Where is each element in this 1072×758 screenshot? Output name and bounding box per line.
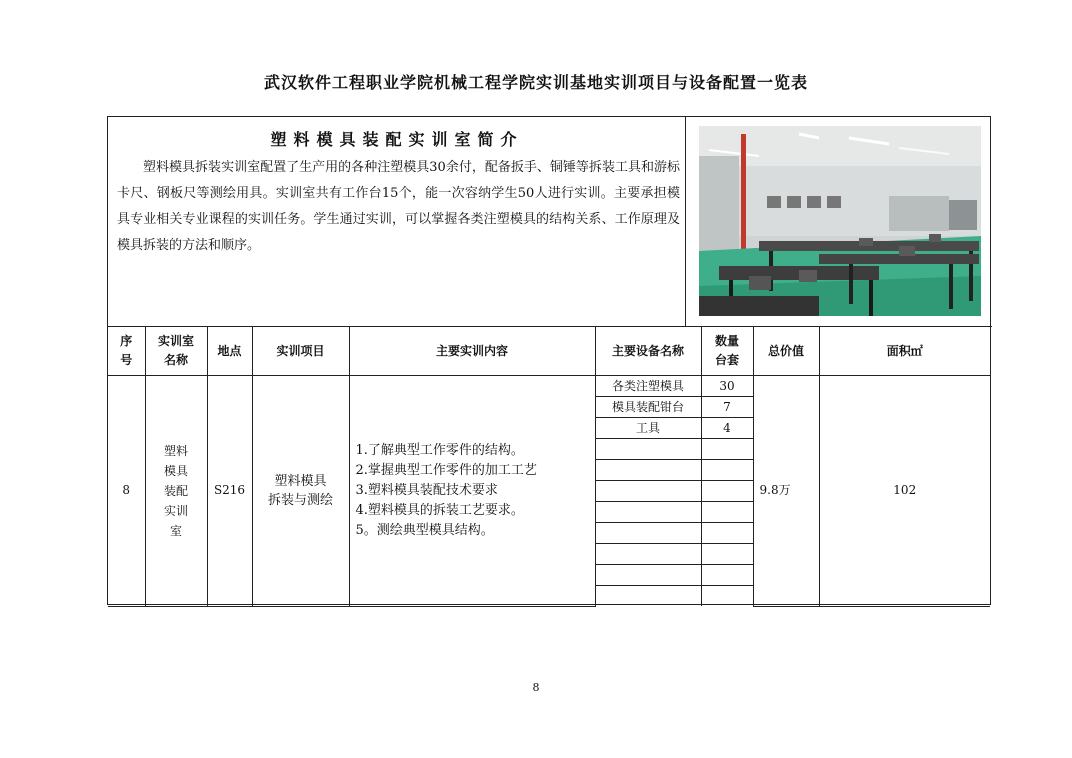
- row-project: 塑料模具 拆装与测绘: [252, 376, 349, 607]
- intro-section: [108, 117, 992, 327]
- row-content: 1.了解典型工作零件的结构。 2.掌握典型工作零件的加工工艺 3.塑料模具装配技术要求 4.塑料模具的拆装工艺要求。 5。测绘典型模具结构。: [349, 376, 595, 607]
- header-total-value: 总价值: [753, 327, 819, 376]
- intro-text-cell: [108, 117, 686, 326]
- equipment-name: [595, 586, 701, 607]
- equipment-name: [595, 544, 701, 565]
- equipment-qty: [701, 439, 753, 460]
- intro-heading: 塑料模具装配实训室简介: [270, 130, 524, 149]
- header-location: 地点: [207, 327, 252, 376]
- equipment-name: [595, 523, 701, 544]
- header-index: 序 号: [108, 327, 145, 376]
- equipment-name: 各类注塑模具: [595, 376, 701, 397]
- document-table-frame: [107, 116, 991, 605]
- header-project: 实训项目: [252, 327, 349, 376]
- lab-photo: [699, 126, 981, 316]
- page-number: 8: [532, 681, 540, 694]
- equipment-name: [595, 481, 701, 502]
- row-total-value: 9.8万: [753, 376, 819, 607]
- row-room-name: 塑料 模具 装配 实训 室: [145, 376, 207, 607]
- row-area: 102: [819, 376, 990, 607]
- equipment-qty: 7: [701, 397, 753, 418]
- equipment-qty: 30: [701, 376, 753, 397]
- document-title: 武汉软件工程职业学院机械工程学院实训基地实训项目与设备配置一览表: [263, 73, 808, 92]
- equipment-qty: [701, 502, 753, 523]
- intro-body: 塑料模具拆装实训室配置了生产用的各种注塑模具30余付，配备扳手、铜锤等拆装工具和游标卡尺、钢板尺等测绘用具。实训室共有工作台15个，能一次容纳学生50人进行实训。主要承担模具专业相关专业课程的实训任务。学生通过实训，可以掌握各类注塑模具的结构关系、工作原理及模具拆装的方法和顺序。: [117, 160, 680, 253]
- equipment-name: [595, 502, 701, 523]
- header-room-name: 实训室 名称: [145, 327, 207, 376]
- lab-photo-image: [699, 126, 981, 316]
- equipment-name: [595, 439, 701, 460]
- table-header-row: [108, 327, 990, 376]
- row-index: 8: [108, 376, 145, 607]
- equipment-qty: [701, 544, 753, 565]
- equipment-qty: [701, 523, 753, 544]
- equipment-name: 工具: [595, 418, 701, 439]
- equipment-qty: [701, 481, 753, 502]
- equipment-qty: [701, 586, 753, 607]
- equipment-qty: [701, 565, 753, 586]
- header-equipment: 主要设备名称: [595, 327, 701, 376]
- row-location: S216: [207, 376, 252, 607]
- header-area: 面积㎡: [819, 327, 990, 376]
- training-table: [108, 327, 990, 607]
- equipment-qty: 4: [701, 418, 753, 439]
- table-row: [108, 376, 990, 397]
- equipment-name: 模具装配钳台: [595, 397, 701, 418]
- equipment-qty: [701, 460, 753, 481]
- header-quantity: 数量 台套: [701, 327, 753, 376]
- equipment-name: [595, 565, 701, 586]
- header-content: 主要实训内容: [349, 327, 595, 376]
- equipment-name: [595, 460, 701, 481]
